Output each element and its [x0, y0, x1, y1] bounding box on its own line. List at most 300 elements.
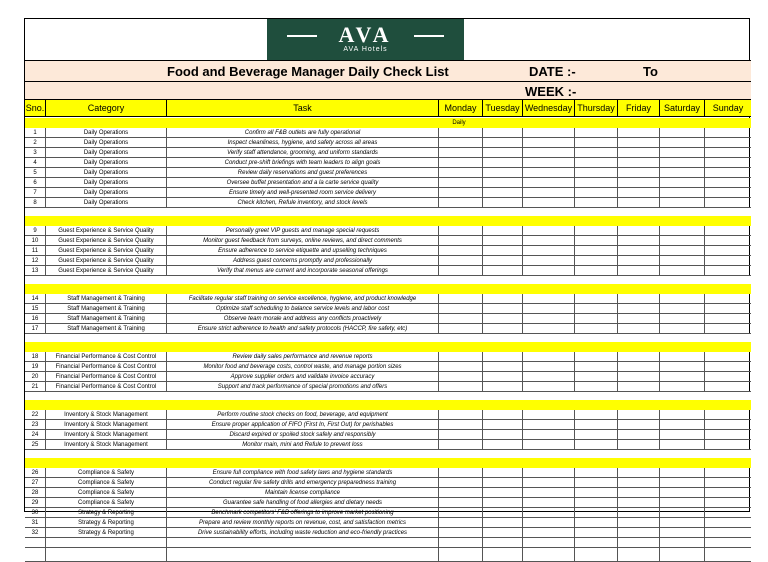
check-cell-thursday[interactable]: [575, 420, 618, 429]
check-cell-friday[interactable]: [618, 518, 660, 527]
check-cell-wednesday[interactable]: [523, 294, 575, 303]
check-cell-friday[interactable]: [618, 294, 660, 303]
row-sno: 31: [25, 518, 46, 527]
col-category: Category: [46, 100, 167, 117]
check-cell-thursday[interactable]: [575, 198, 618, 207]
check-cell-wednesday[interactable]: [523, 362, 575, 371]
check-cell-monday[interactable]: [439, 294, 483, 303]
check-cell-friday[interactable]: [618, 304, 660, 313]
check-cell-tuesday[interactable]: [483, 478, 523, 487]
check-cell-monday[interactable]: [439, 148, 483, 157]
check-cell-tuesday[interactable]: [483, 430, 523, 439]
check-cell-tuesday[interactable]: [483, 198, 523, 207]
empty-cell[interactable]: [483, 548, 523, 561]
row-sno: 30: [25, 508, 46, 517]
check-cell-thursday[interactable]: [575, 304, 618, 313]
row-task: Verify staff attendance, grooming, and uniform standards: [167, 148, 439, 157]
check-cell-thursday[interactable]: [575, 188, 618, 197]
check-cell-thursday[interactable]: [575, 528, 618, 537]
check-cell-monday[interactable]: [439, 266, 483, 275]
row-category: Financial Performance & Cost Control: [46, 362, 167, 371]
check-cell-friday[interactable]: [618, 246, 660, 255]
col-saturday: Saturday: [660, 100, 705, 117]
check-cell-sunday[interactable]: [705, 236, 751, 245]
check-cell-saturday[interactable]: [660, 488, 705, 497]
check-cell-wednesday[interactable]: [523, 236, 575, 245]
check-cell-thursday[interactable]: [575, 226, 618, 235]
check-cell-monday[interactable]: [439, 158, 483, 167]
check-cell-sunday[interactable]: [705, 352, 751, 361]
check-cell-wednesday[interactable]: [523, 246, 575, 255]
check-cell-tuesday[interactable]: [483, 236, 523, 245]
row-category: Compliance & Safety: [46, 488, 167, 497]
row-sno: 15: [25, 304, 46, 313]
table-row: [25, 498, 751, 508]
check-cell-monday[interactable]: [439, 304, 483, 313]
check-cell-thursday[interactable]: [575, 518, 618, 527]
row-category: Daily Operations: [46, 198, 167, 207]
spacer-row: [25, 208, 751, 216]
check-cell-tuesday[interactable]: [483, 498, 523, 507]
check-cell-tuesday[interactable]: [483, 226, 523, 235]
check-cell-monday[interactable]: [439, 382, 483, 391]
check-cell-monday[interactable]: [439, 188, 483, 197]
check-cell-tuesday[interactable]: [483, 304, 523, 313]
table-row: [25, 256, 751, 266]
check-cell-tuesday[interactable]: [483, 324, 523, 333]
check-cell-friday[interactable]: [618, 168, 660, 177]
check-cell-monday[interactable]: [439, 508, 483, 517]
check-cell-tuesday[interactable]: [483, 294, 523, 303]
check-cell-thursday[interactable]: [575, 430, 618, 439]
check-cell-saturday[interactable]: [660, 498, 705, 507]
check-cell-friday[interactable]: [618, 188, 660, 197]
row-category: Daily Operations: [46, 178, 167, 187]
check-cell-tuesday[interactable]: [483, 314, 523, 323]
check-cell-monday[interactable]: [439, 498, 483, 507]
row-sno: 5: [25, 168, 46, 177]
row-category: Compliance & Safety: [46, 498, 167, 507]
table-row: [25, 352, 751, 362]
check-cell-sunday[interactable]: [705, 178, 751, 187]
check-cell-tuesday[interactable]: [483, 410, 523, 419]
check-cell-sunday[interactable]: [705, 468, 751, 477]
row-category: Strategy & Reporting: [46, 518, 167, 527]
check-cell-wednesday[interactable]: [523, 128, 575, 137]
check-cell-thursday[interactable]: [575, 256, 618, 265]
check-cell-saturday[interactable]: [660, 478, 705, 487]
check-cell-tuesday[interactable]: [483, 528, 523, 537]
check-cell-monday[interactable]: [439, 324, 483, 333]
check-cell-friday[interactable]: [618, 420, 660, 429]
check-cell-saturday[interactable]: [660, 266, 705, 275]
table-row: [25, 188, 751, 198]
check-cell-tuesday[interactable]: [483, 256, 523, 265]
section-row-daily: [25, 118, 751, 128]
check-cell-tuesday[interactable]: [483, 362, 523, 371]
check-cell-sunday[interactable]: [705, 518, 751, 527]
empty-cell: [167, 548, 439, 561]
section-divider: [25, 400, 751, 410]
check-cell-tuesday[interactable]: [483, 382, 523, 391]
check-cell-thursday[interactable]: [575, 324, 618, 333]
check-cell-thursday[interactable]: [575, 362, 618, 371]
check-cell-tuesday[interactable]: [483, 158, 523, 167]
check-cell-tuesday[interactable]: [483, 266, 523, 275]
check-cell-saturday[interactable]: [660, 188, 705, 197]
check-cell-saturday[interactable]: [660, 382, 705, 391]
check-cell-saturday[interactable]: [660, 138, 705, 147]
row-category: Inventory & Stock Management: [46, 440, 167, 449]
check-cell-sunday[interactable]: [705, 226, 751, 235]
check-cell-monday[interactable]: [439, 430, 483, 439]
check-cell-sunday[interactable]: [705, 498, 751, 507]
row-task: Check kitchen, Refule inventory, and stock levels: [167, 198, 439, 207]
check-cell-friday[interactable]: [618, 352, 660, 361]
check-cell-saturday[interactable]: [660, 528, 705, 537]
row-task: Optimize staff scheduling to balance service levels and labor cost: [167, 304, 439, 313]
check-cell-friday[interactable]: [618, 362, 660, 371]
check-cell-thursday[interactable]: [575, 158, 618, 167]
table-row: [25, 266, 751, 276]
check-cell-sunday[interactable]: [705, 246, 751, 255]
check-cell-monday[interactable]: [439, 478, 483, 487]
check-cell-wednesday[interactable]: [523, 168, 575, 177]
row-task: Ensure timely and well-presented room service delivery: [167, 188, 439, 197]
check-cell-saturday[interactable]: [660, 352, 705, 361]
check-cell-saturday[interactable]: [660, 178, 705, 187]
check-cell-friday[interactable]: [618, 372, 660, 381]
check-cell-thursday[interactable]: [575, 138, 618, 147]
check-cell-sunday[interactable]: [705, 198, 751, 207]
check-cell-monday[interactable]: [439, 236, 483, 245]
spacer-row: [25, 450, 751, 458]
table-row: [25, 198, 751, 208]
check-cell-friday[interactable]: [618, 478, 660, 487]
check-cell-saturday[interactable]: [660, 168, 705, 177]
check-cell-tuesday[interactable]: [483, 178, 523, 187]
check-cell-wednesday[interactable]: [523, 148, 575, 157]
check-cell-monday[interactable]: [439, 420, 483, 429]
check-cell-friday[interactable]: [618, 314, 660, 323]
row-sno: 25: [25, 440, 46, 449]
check-cell-thursday[interactable]: [575, 178, 618, 187]
check-cell-thursday[interactable]: [575, 168, 618, 177]
check-cell-friday[interactable]: [618, 382, 660, 391]
check-cell-tuesday[interactable]: [483, 372, 523, 381]
check-cell-sunday[interactable]: [705, 168, 751, 177]
section-divider: [25, 284, 751, 294]
to-label: To: [643, 64, 658, 79]
empty-cell: [46, 548, 167, 561]
check-cell-thursday[interactable]: [575, 410, 618, 419]
check-cell-friday[interactable]: [618, 528, 660, 537]
check-cell-saturday[interactable]: [660, 148, 705, 157]
check-cell-saturday[interactable]: [660, 410, 705, 419]
check-cell-thursday[interactable]: [575, 488, 618, 497]
check-cell-wednesday[interactable]: [523, 324, 575, 333]
check-cell-wednesday[interactable]: [523, 382, 575, 391]
check-cell-tuesday[interactable]: [483, 246, 523, 255]
check-cell-sunday[interactable]: [705, 372, 751, 381]
check-cell-monday[interactable]: [439, 468, 483, 477]
empty-cell[interactable]: [660, 548, 705, 561]
check-cell-sunday[interactable]: [705, 508, 751, 517]
empty-cell[interactable]: [439, 548, 483, 561]
check-cell-saturday[interactable]: [660, 314, 705, 323]
check-cell-tuesday[interactable]: [483, 508, 523, 517]
check-cell-thursday[interactable]: [575, 314, 618, 323]
check-cell-sunday[interactable]: [705, 158, 751, 167]
check-cell-sunday[interactable]: [705, 478, 751, 487]
check-cell-monday[interactable]: [439, 518, 483, 527]
row-sno: 4: [25, 158, 46, 167]
row-task: Ensure strict adherence to health and safety protocols (HACCP, fire safety, etc): [167, 324, 439, 333]
check-cell-thursday[interactable]: [575, 294, 618, 303]
check-cell-monday[interactable]: [439, 246, 483, 255]
check-cell-wednesday[interactable]: [523, 420, 575, 429]
check-cell-wednesday[interactable]: [523, 188, 575, 197]
check-cell-wednesday[interactable]: [523, 266, 575, 275]
section-divider: [25, 216, 751, 226]
logo-brand: AVA: [338, 22, 393, 47]
check-cell-wednesday[interactable]: [523, 314, 575, 323]
check-cell-tuesday[interactable]: [483, 420, 523, 429]
check-cell-wednesday[interactable]: [523, 304, 575, 313]
table-row: [25, 304, 751, 314]
row-category: Strategy & Reporting: [46, 508, 167, 517]
row-category: Compliance & Safety: [46, 478, 167, 487]
empty-cell[interactable]: [705, 548, 751, 561]
row-sno: 1: [25, 128, 46, 137]
check-cell-saturday[interactable]: [660, 226, 705, 235]
check-cell-tuesday[interactable]: [483, 468, 523, 477]
empty-cell[interactable]: [618, 548, 660, 561]
check-cell-thursday[interactable]: [575, 382, 618, 391]
row-category: Financial Performance & Cost Control: [46, 372, 167, 381]
check-cell-monday[interactable]: [439, 128, 483, 137]
check-cell-thursday[interactable]: [575, 352, 618, 361]
check-cell-tuesday[interactable]: [483, 518, 523, 527]
check-cell-monday[interactable]: [439, 168, 483, 177]
col-thursday: Thursday: [575, 100, 618, 117]
check-cell-friday[interactable]: [618, 468, 660, 477]
check-cell-wednesday[interactable]: [523, 488, 575, 497]
row-task: Confirm all F&B outlets are fully operational: [167, 128, 439, 137]
check-cell-friday[interactable]: [618, 178, 660, 187]
check-cell-friday[interactable]: [618, 138, 660, 147]
row-category: Guest Experience & Service Quality: [46, 226, 167, 235]
checklist-sheet: [24, 18, 750, 536]
row-category: Daily Operations: [46, 188, 167, 197]
check-cell-monday[interactable]: [439, 198, 483, 207]
check-cell-saturday[interactable]: [660, 304, 705, 313]
check-cell-sunday[interactable]: [705, 430, 751, 439]
check-cell-sunday[interactable]: [705, 410, 751, 419]
check-cell-saturday[interactable]: [660, 440, 705, 449]
check-cell-sunday[interactable]: [705, 324, 751, 333]
check-cell-thursday[interactable]: [575, 266, 618, 275]
table-row: [25, 420, 751, 430]
check-cell-thursday[interactable]: [575, 508, 618, 517]
row-task: Review daily reservations and guest preferences: [167, 168, 439, 177]
check-cell-wednesday[interactable]: [523, 518, 575, 527]
check-cell-friday[interactable]: [618, 198, 660, 207]
check-cell-saturday[interactable]: [660, 430, 705, 439]
row-task: Monitor main, mini and Refule to prevent loss: [167, 440, 439, 449]
check-cell-wednesday[interactable]: [523, 372, 575, 381]
table-row: [25, 488, 751, 498]
check-cell-friday[interactable]: [618, 324, 660, 333]
check-cell-monday[interactable]: [439, 362, 483, 371]
check-cell-tuesday[interactable]: [483, 148, 523, 157]
check-cell-sunday[interactable]: [705, 148, 751, 157]
check-cell-tuesday[interactable]: [483, 440, 523, 449]
check-cell-sunday[interactable]: [705, 314, 751, 323]
check-cell-thursday[interactable]: [575, 372, 618, 381]
check-cell-saturday[interactable]: [660, 198, 705, 207]
check-cell-monday[interactable]: [439, 314, 483, 323]
check-cell-tuesday[interactable]: [483, 138, 523, 147]
check-cell-monday[interactable]: [439, 256, 483, 265]
check-cell-saturday[interactable]: [660, 518, 705, 527]
col-friday: Friday: [618, 100, 660, 117]
check-cell-monday[interactable]: [439, 178, 483, 187]
check-cell-wednesday[interactable]: [523, 440, 575, 449]
empty-cell[interactable]: [523, 548, 575, 561]
check-cell-tuesday[interactable]: [483, 188, 523, 197]
check-cell-thursday[interactable]: [575, 246, 618, 255]
ava-logo: [267, 19, 464, 60]
check-cell-sunday[interactable]: [705, 528, 751, 537]
check-cell-wednesday[interactable]: [523, 352, 575, 361]
check-cell-sunday[interactable]: [705, 128, 751, 137]
row-sno: 19: [25, 362, 46, 371]
column-header-row: [25, 99, 751, 117]
check-cell-friday[interactable]: [618, 488, 660, 497]
row-task: Monitor guest feedback from surveys, online reviews, and direct comments: [167, 236, 439, 245]
check-cell-saturday[interactable]: [660, 158, 705, 167]
check-cell-monday[interactable]: [439, 352, 483, 361]
check-cell-wednesday[interactable]: [523, 138, 575, 147]
check-cell-monday[interactable]: [439, 488, 483, 497]
check-cell-friday[interactable]: [618, 158, 660, 167]
logo-right-line: [414, 35, 444, 37]
check-cell-saturday[interactable]: [660, 324, 705, 333]
check-cell-sunday[interactable]: [705, 304, 751, 313]
check-cell-friday[interactable]: [618, 128, 660, 137]
check-cell-sunday[interactable]: [705, 488, 751, 497]
table-row: [25, 294, 751, 304]
check-cell-sunday[interactable]: [705, 266, 751, 275]
check-cell-monday[interactable]: [439, 138, 483, 147]
check-cell-thursday[interactable]: [575, 498, 618, 507]
check-cell-friday[interactable]: [618, 410, 660, 419]
check-cell-thursday[interactable]: [575, 440, 618, 449]
check-cell-friday[interactable]: [618, 430, 660, 439]
check-cell-friday[interactable]: [618, 508, 660, 517]
check-cell-sunday[interactable]: [705, 440, 751, 449]
check-cell-tuesday[interactable]: [483, 168, 523, 177]
check-cell-wednesday[interactable]: [523, 528, 575, 537]
check-cell-saturday[interactable]: [660, 236, 705, 245]
check-cell-saturday[interactable]: [660, 246, 705, 255]
check-cell-saturday[interactable]: [660, 256, 705, 265]
check-cell-friday[interactable]: [618, 440, 660, 449]
check-cell-tuesday[interactable]: [483, 352, 523, 361]
table-row: [25, 314, 751, 324]
check-cell-thursday[interactable]: [575, 128, 618, 137]
check-cell-saturday[interactable]: [660, 420, 705, 429]
check-cell-monday[interactable]: [439, 528, 483, 537]
check-cell-wednesday[interactable]: [523, 198, 575, 207]
check-cell-wednesday[interactable]: [523, 158, 575, 167]
check-cell-wednesday[interactable]: [523, 508, 575, 517]
check-cell-saturday[interactable]: [660, 508, 705, 517]
col-sno: Sno.: [25, 100, 46, 117]
row-category: Daily Operations: [46, 168, 167, 177]
check-cell-wednesday[interactable]: [523, 430, 575, 439]
row-task: Discard expired or spoiled stock safely and responsibly: [167, 430, 439, 439]
check-cell-monday[interactable]: [439, 226, 483, 235]
check-cell-saturday[interactable]: [660, 468, 705, 477]
check-cell-wednesday[interactable]: [523, 256, 575, 265]
row-task: Support and track performance of special promotions and offers: [167, 382, 439, 391]
check-cell-sunday[interactable]: [705, 256, 751, 265]
check-cell-tuesday[interactable]: [483, 128, 523, 137]
check-cell-sunday[interactable]: [705, 420, 751, 429]
check-cell-thursday[interactable]: [575, 468, 618, 477]
check-cell-wednesday[interactable]: [523, 498, 575, 507]
check-cell-sunday[interactable]: [705, 362, 751, 371]
check-cell-thursday[interactable]: [575, 478, 618, 487]
check-cell-sunday[interactable]: [705, 138, 751, 147]
check-cell-monday[interactable]: [439, 410, 483, 419]
check-cell-wednesday[interactable]: [523, 410, 575, 419]
check-cell-sunday[interactable]: [705, 294, 751, 303]
check-cell-monday[interactable]: [439, 372, 483, 381]
check-cell-friday[interactable]: [618, 226, 660, 235]
row-sno: 20: [25, 372, 46, 381]
empty-row: [25, 538, 751, 548]
check-cell-sunday[interactable]: [705, 188, 751, 197]
table-row: [25, 226, 751, 236]
check-cell-friday[interactable]: [618, 498, 660, 507]
empty-cell[interactable]: [575, 548, 618, 561]
check-cell-saturday[interactable]: [660, 362, 705, 371]
row-category: Inventory & Stock Management: [46, 420, 167, 429]
row-task: Ensure full compliance with food safety laws and hygiene standards: [167, 468, 439, 477]
table-row: [25, 362, 751, 372]
check-cell-thursday[interactable]: [575, 236, 618, 245]
check-cell-monday[interactable]: [439, 440, 483, 449]
check-cell-wednesday[interactable]: [523, 468, 575, 477]
check-cell-friday[interactable]: [618, 148, 660, 157]
check-cell-saturday[interactable]: [660, 372, 705, 381]
check-cell-friday[interactable]: [618, 256, 660, 265]
check-cell-friday[interactable]: [618, 236, 660, 245]
check-cell-saturday[interactable]: [660, 294, 705, 303]
check-cell-wednesday[interactable]: [523, 226, 575, 235]
check-cell-thursday[interactable]: [575, 148, 618, 157]
check-cell-saturday[interactable]: [660, 128, 705, 137]
check-cell-tuesday[interactable]: [483, 488, 523, 497]
section-divider: [25, 342, 751, 352]
check-cell-friday[interactable]: [618, 266, 660, 275]
check-cell-wednesday[interactable]: [523, 178, 575, 187]
check-cell-wednesday[interactable]: [523, 478, 575, 487]
check-cell-sunday[interactable]: [705, 382, 751, 391]
